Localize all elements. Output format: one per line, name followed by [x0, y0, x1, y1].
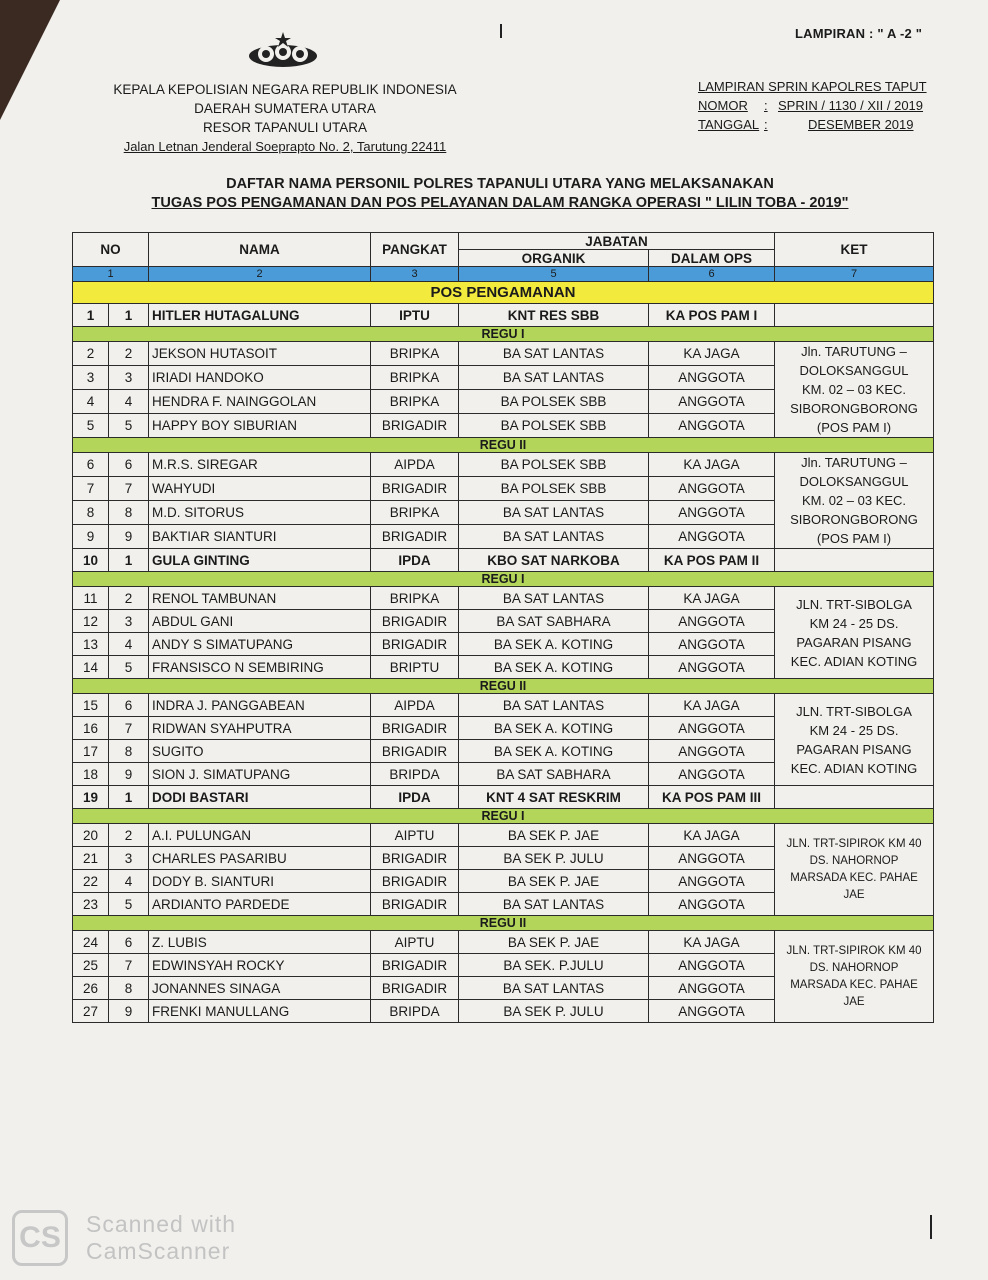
personnel-name: ABDUL GANI [149, 610, 371, 633]
organic-position: BA SAT LANTAS [459, 525, 649, 549]
rank: BRIGADIR [371, 870, 459, 893]
group-number: 9 [109, 763, 149, 786]
remarks-line: DS. NAHORNOP [809, 961, 899, 974]
group-number: 2 [109, 824, 149, 847]
rank: IPDA [371, 549, 459, 572]
row-number: 13 [73, 633, 109, 656]
watermark-line: CamScanner [86, 1238, 231, 1264]
reference-date-row [698, 115, 938, 134]
personnel-name: M.R.S. SIREGAR [149, 453, 371, 477]
group-number: 6 [109, 453, 149, 477]
remarks-line: KM 24 - 25 DS. [809, 722, 899, 738]
personnel-name: FRENKI MANULLANG [149, 1000, 371, 1023]
ops-position: ANGGOTA [649, 870, 775, 893]
row-number: 9 [73, 525, 109, 549]
personnel-name: CHARLES PASARIBU [149, 847, 371, 870]
remarks-line: KM. 02 – 03 KEC. [801, 493, 907, 508]
organic-position: BA POLSEK SBB [459, 414, 649, 438]
remarks-cell [775, 304, 934, 327]
remarks-line: KEC. ADIAN KOTING [790, 760, 918, 776]
personnel-name: FRANSISCO N SEMBIRING [149, 656, 371, 679]
rank: AIPTU [371, 931, 459, 954]
row-number: 21 [73, 847, 109, 870]
remarks-line: JLN. TRT-SIBOLGA [796, 703, 912, 719]
institution-line: DAERAH SUMATERA UTARA [194, 101, 376, 116]
ops-position: KA JAGA [649, 694, 775, 717]
institution-address: Jalan Letnan Jenderal Soeprapto No. 2, Tarutung 22411 [123, 139, 447, 154]
group-number: 4 [109, 870, 149, 893]
nomor-value: SPRIN / 1130 / XII / 2019 [778, 98, 924, 113]
police-emblem-icon [244, 30, 322, 70]
personnel-name: WAHYUDI [149, 477, 371, 501]
organic-position: BA SEK A. KOTING [459, 740, 649, 763]
row-number: 14 [73, 656, 109, 679]
reference-title: LAMPIRAN SPRIN KAPOLRES TAPUT [698, 79, 927, 94]
ops-position: ANGGOTA [649, 366, 775, 390]
row-number: 4 [73, 390, 109, 414]
organic-position: KNT RES SBB [459, 304, 649, 327]
group-title-row [73, 572, 934, 587]
header-no: NO [73, 233, 149, 267]
ops-position: KA JAGA [649, 931, 775, 954]
rank: BRIGADIR [371, 977, 459, 1000]
remarks-line: MARSADA KEC. PAHAE [790, 978, 918, 991]
rank: BRIGADIR [371, 893, 459, 916]
section-title-row [73, 282, 934, 304]
row-number: 6 [73, 453, 109, 477]
nomor-label: NOMOR [698, 98, 748, 113]
organic-position: BA POLSEK SBB [459, 453, 649, 477]
personnel-name: ARDIANTO PARDEDE [149, 893, 371, 916]
remarks-location [775, 931, 934, 1023]
group-number: 6 [109, 931, 149, 954]
organic-position: BA SEK P. JAE [459, 824, 649, 847]
group-title-row [73, 916, 934, 931]
remarks-line: JLN. TRT-SIPIROK KM 40 [786, 944, 922, 957]
organic-position: BA SAT LANTAS [459, 893, 649, 916]
personnel-name: ANDY S SIMATUPANG [149, 633, 371, 656]
title-line: DAFTAR NAMA PERSONIL POLRES TAPANULI UTARA YANG MELAKSANAKAN [226, 176, 774, 192]
header-jabatan: JABATAN [459, 233, 775, 250]
group-title: REGU II [73, 438, 934, 453]
remarks-cell [775, 786, 934, 809]
group-number: 5 [109, 893, 149, 916]
personnel-name: DODY B. SIANTURI [149, 870, 371, 893]
personnel-name: HITLER HUTAGALUNG [149, 304, 371, 327]
row-number: 8 [73, 501, 109, 525]
attachment-code: LAMPIRAN : " A -2 " [795, 26, 923, 41]
row-number: 15 [73, 694, 109, 717]
rank: BRIGADIR [371, 633, 459, 656]
column-number-row [73, 267, 934, 282]
rank: BRIPKA [371, 587, 459, 610]
remarks-line: (POS PAM I) [816, 420, 892, 435]
section-title: POS PENGAMANAN [73, 282, 934, 304]
group-title: REGU I [73, 809, 934, 824]
group-number: 6 [109, 694, 149, 717]
column-number: 3 [371, 267, 459, 282]
rank: BRIPKA [371, 342, 459, 366]
rank: AIPDA [371, 453, 459, 477]
row-number: 19 [73, 786, 109, 809]
table-row [73, 694, 934, 717]
group-number: 9 [109, 525, 149, 549]
group-number: 2 [109, 342, 149, 366]
personnel-name: GULA GINTING [149, 549, 371, 572]
personnel-name: Z. LUBIS [149, 931, 371, 954]
group-number: 9 [109, 1000, 149, 1023]
group-number: 1 [109, 786, 149, 809]
remarks-line: Jln. TARUTUNG – [801, 344, 907, 359]
remarks-line: KEC. ADIAN KOTING [790, 653, 918, 669]
ops-position: ANGGOTA [649, 954, 775, 977]
header-organik: ORGANIK [459, 250, 649, 267]
ops-position: KA JAGA [649, 824, 775, 847]
group-number: 1 [109, 549, 149, 572]
row-number: 1 [73, 304, 109, 327]
reference-number-row [698, 96, 938, 115]
row-number: 18 [73, 763, 109, 786]
column-number: 5 [459, 267, 649, 282]
institution-line: RESOR TAPANULI UTARA [202, 120, 368, 135]
camscanner-watermark [12, 1210, 236, 1266]
header-ket: KET [775, 233, 934, 267]
post-chief-row [73, 549, 934, 572]
ops-position: KA JAGA [649, 587, 775, 610]
ops-position: ANGGOTA [649, 847, 775, 870]
row-number: 7 [73, 477, 109, 501]
row-number: 24 [73, 931, 109, 954]
rank: BRIGADIR [371, 477, 459, 501]
rank: BRIGADIR [371, 717, 459, 740]
tanggal-value: DESEMBER 2019 [808, 117, 914, 132]
personnel-name: HENDRA F. NAINGGOLAN [149, 390, 371, 414]
ops-position: ANGGOTA [649, 501, 775, 525]
remarks-line: JLN. TRT-SIBOLGA [796, 596, 912, 612]
personnel-name: JEKSON HUTASOIT [149, 342, 371, 366]
rank: AIPDA [371, 694, 459, 717]
personnel-name: IRIADI HANDOKO [149, 366, 371, 390]
rank: BRIPKA [371, 366, 459, 390]
camscanner-logo-icon: CS [12, 1210, 68, 1266]
remarks-line: JLN. TRT-SIPIROK KM 40 [786, 837, 922, 850]
organic-position: BA SAT LANTAS [459, 694, 649, 717]
organic-position: BA SEK P. JAE [459, 931, 649, 954]
row-number: 3 [73, 366, 109, 390]
ops-position: ANGGOTA [649, 477, 775, 501]
remarks-location [775, 342, 934, 438]
rank: BRIGADIR [371, 954, 459, 977]
ops-position: ANGGOTA [649, 656, 775, 679]
organic-position: BA SAT LANTAS [459, 977, 649, 1000]
group-number: 7 [109, 717, 149, 740]
ops-position: ANGGOTA [649, 740, 775, 763]
table-row [73, 342, 934, 366]
organic-position: BA SEK A. KOTING [459, 633, 649, 656]
scan-mark [500, 24, 502, 38]
header-dalam-ops: DALAM OPS [649, 250, 775, 267]
group-number: 7 [109, 477, 149, 501]
remarks-line: PAGARAN PISANG [796, 741, 912, 757]
title-line: TUGAS POS PENGAMANAN DAN POS PELAYANAN DALAM RANGKA OPERASI " LILIN TOBA - 2019" [151, 195, 849, 211]
row-number: 2 [73, 342, 109, 366]
ops-position: ANGGOTA [649, 977, 775, 1000]
institution-line: KEPALA KEPOLISIAN NEGARA REPUBLIK INDONESIA [113, 82, 457, 97]
colon: : [764, 98, 768, 113]
organic-position: BA SAT SABHARA [459, 763, 649, 786]
reference-block [698, 77, 938, 134]
document-title [120, 175, 880, 213]
group-number: 1 [109, 304, 149, 327]
group-number: 4 [109, 633, 149, 656]
row-number: 16 [73, 717, 109, 740]
group-number: 4 [109, 390, 149, 414]
organic-position: BA SEK. P.JULU [459, 954, 649, 977]
row-number: 27 [73, 1000, 109, 1023]
ops-position: ANGGOTA [649, 525, 775, 549]
table-body [73, 282, 934, 1023]
personnel-name: RENOL TAMBUNAN [149, 587, 371, 610]
row-number: 11 [73, 587, 109, 610]
remarks-line: JAE [843, 888, 865, 901]
table-row [73, 453, 934, 477]
remarks-location [775, 587, 934, 679]
row-number: 17 [73, 740, 109, 763]
ops-position: KA POS PAM I [649, 304, 775, 327]
ops-position: ANGGOTA [649, 610, 775, 633]
colon: : [764, 117, 768, 132]
personnel-name: A.I. PULUNGAN [149, 824, 371, 847]
scan-corner-shadow [0, 0, 60, 120]
table-row [73, 587, 934, 610]
rank: BRIGADIR [371, 610, 459, 633]
remarks-line: KM. 02 – 03 KEC. [801, 382, 907, 397]
organic-position: BA SAT LANTAS [459, 342, 649, 366]
remarks-location [775, 824, 934, 916]
rank: IPTU [371, 304, 459, 327]
group-number: 3 [109, 847, 149, 870]
organic-position: BA POLSEK SBB [459, 477, 649, 501]
scan-mark [930, 1215, 932, 1239]
group-number: 8 [109, 977, 149, 1000]
personnel-name: JONANNES SINAGA [149, 977, 371, 1000]
column-number: 2 [149, 267, 371, 282]
remarks-line: DS. NAHORNOP [809, 854, 899, 867]
rank: BRIGADIR [371, 740, 459, 763]
rank: BRIPDA [371, 1000, 459, 1023]
rank: BRIPTU [371, 656, 459, 679]
organic-position: BA SEK A. KOTING [459, 717, 649, 740]
remarks-line: MARSADA KEC. PAHAE [790, 871, 918, 884]
rank: IPDA [371, 786, 459, 809]
ops-position: ANGGOTA [649, 893, 775, 916]
column-number: 1 [73, 267, 149, 282]
group-title: REGU II [73, 679, 934, 694]
organic-position: BA SEK P. JULU [459, 1000, 649, 1023]
personnel-name: BAKTIAR SIANTURI [149, 525, 371, 549]
rank: BRIGADIR [371, 525, 459, 549]
remarks-location [775, 453, 934, 549]
column-number: 7 [775, 267, 934, 282]
organic-position: BA SEK P. JAE [459, 870, 649, 893]
personnel-name: SUGITO [149, 740, 371, 763]
organic-position: KNT 4 SAT RESKRIM [459, 786, 649, 809]
group-title: REGU I [73, 572, 934, 587]
personnel-name: SION J. SIMATUPANG [149, 763, 371, 786]
header-pangkat: PANGKAT [371, 233, 459, 267]
group-number: 3 [109, 366, 149, 390]
personnel-table [72, 232, 934, 1023]
rank: BRIPKA [371, 501, 459, 525]
tanggal-label: TANGGAL [698, 117, 760, 132]
remarks-line: SIBORONGBORONG [790, 512, 918, 527]
group-title-row [73, 679, 934, 694]
group-number: 2 [109, 587, 149, 610]
group-number: 5 [109, 656, 149, 679]
group-title-row [73, 809, 934, 824]
ops-position: ANGGOTA [649, 390, 775, 414]
watermark-line: Scanned with [86, 1211, 237, 1237]
ops-position: KA POS PAM II [649, 549, 775, 572]
organic-position: KBO SAT NARKOBA [459, 549, 649, 572]
ops-position: KA JAGA [649, 342, 775, 366]
rank: BRIPKA [371, 390, 459, 414]
organic-position: BA POLSEK SBB [459, 390, 649, 414]
remarks-line: PAGARAN PISANG [796, 634, 912, 650]
group-title-row [73, 327, 934, 342]
remarks-line: JAE [843, 995, 865, 1008]
row-number: 23 [73, 893, 109, 916]
remarks-line: Jln. TARUTUNG – [801, 455, 907, 470]
rank: BRIPDA [371, 763, 459, 786]
group-number: 5 [109, 414, 149, 438]
organic-position: BA SAT LANTAS [459, 587, 649, 610]
group-number: 8 [109, 501, 149, 525]
table-row [73, 931, 934, 954]
group-number: 3 [109, 610, 149, 633]
ops-position: ANGGOTA [649, 633, 775, 656]
post-chief-row [73, 304, 934, 327]
header-nama: NAMA [149, 233, 371, 267]
remarks-line: DOLOKSANGGUL [799, 363, 909, 378]
rank: BRIGADIR [371, 414, 459, 438]
remarks-line: (POS PAM I) [816, 531, 892, 546]
ops-position: ANGGOTA [649, 414, 775, 438]
remarks-line: SIBORONGBORONG [790, 401, 918, 416]
group-title-row [73, 438, 934, 453]
row-number: 12 [73, 610, 109, 633]
rank: AIPTU [371, 824, 459, 847]
personnel-name: RIDWAN SYAHPUTRA [149, 717, 371, 740]
personnel-name: HAPPY BOY SIBURIAN [149, 414, 371, 438]
personnel-name: EDWINSYAH ROCKY [149, 954, 371, 977]
organic-position: BA SAT LANTAS [459, 366, 649, 390]
row-number: 22 [73, 870, 109, 893]
remarks-location [775, 694, 934, 786]
remarks-cell [775, 549, 934, 572]
ops-position: ANGGOTA [649, 763, 775, 786]
rank: BRIGADIR [371, 847, 459, 870]
organic-position: BA SEK P. JULU [459, 847, 649, 870]
ops-position: ANGGOTA [649, 1000, 775, 1023]
table-header-row [73, 233, 934, 250]
group-number: 7 [109, 954, 149, 977]
remarks-line: KM 24 - 25 DS. [809, 615, 899, 631]
ops-position: ANGGOTA [649, 717, 775, 740]
column-number: 6 [649, 267, 775, 282]
row-number: 5 [73, 414, 109, 438]
personnel-name: INDRA J. PANGGABEAN [149, 694, 371, 717]
remarks-line: DOLOKSANGGUL [799, 474, 909, 489]
row-number: 20 [73, 824, 109, 847]
group-title: REGU I [73, 327, 934, 342]
group-title: REGU II [73, 916, 934, 931]
post-chief-row [73, 786, 934, 809]
organic-position: BA SEK A. KOTING [459, 656, 649, 679]
organic-position: BA SAT SABHARA [459, 610, 649, 633]
group-number: 8 [109, 740, 149, 763]
ops-position: KA JAGA [649, 453, 775, 477]
personnel-name: DODI BASTARI [149, 786, 371, 809]
table-row [73, 824, 934, 847]
institution-header [100, 80, 470, 156]
personnel-name: M.D. SITORUS [149, 501, 371, 525]
row-number: 26 [73, 977, 109, 1000]
organic-position: BA SAT LANTAS [459, 501, 649, 525]
ops-position: KA POS PAM III [649, 786, 775, 809]
row-number: 10 [73, 549, 109, 572]
row-number: 25 [73, 954, 109, 977]
